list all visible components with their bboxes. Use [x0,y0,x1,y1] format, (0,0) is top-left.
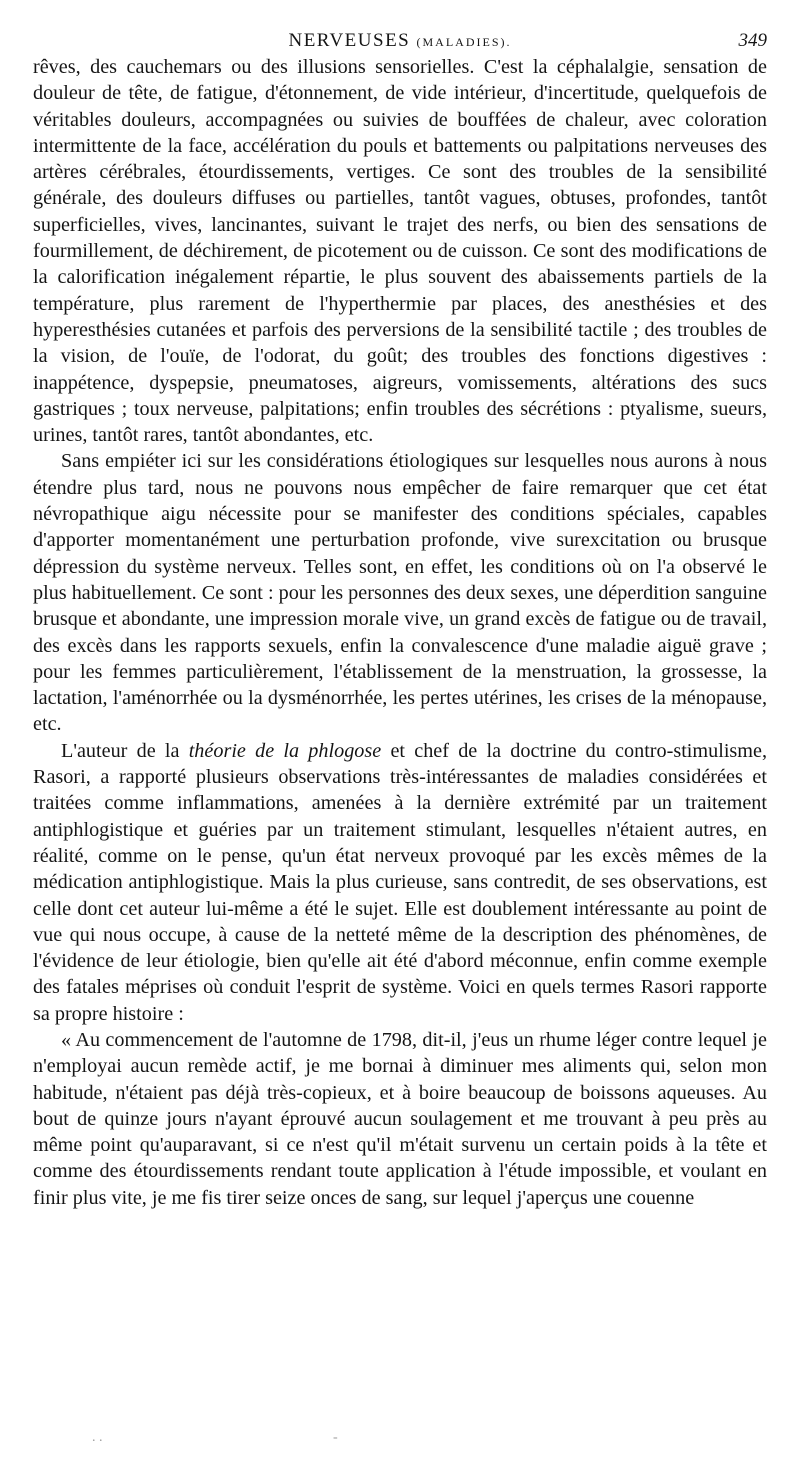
running-header [33,24,767,54]
running-title-main: NERVEUSES [288,30,411,51]
paragraph-etiology: Sans empiéter ici sur les considérations étiologiques sur lesquelles nous aurons à nous étendre plus tard, nous ne pouvons nous empêcher de faire remarquer que cet état névropathique aigu nécessite pour se manifester des conditions spéciales, capables d'apporter momentanément une perturbation profonde, vive surexcitation ou brusque dépression du système nerveux. Telles sont, en effet, les conditions où on l'a observé le plus habituellement. Ce sont : pour les personnes des deux sexes, une déperdition sanguine brusque et abondante, une impression morale vive, un grand excès de fatigue ou de travail, des excès dans les rapports sexuels, enfin la convalescence d'une maladie aiguë grave ; pour les femmes particulièrement, l'établissement de la menstruation, la grossesse, la lactation, l'aménorrhée ou la dysménorrhée, les pertes utérines, les crises de la ménopause, etc. [33,450,767,736]
body-text [33,54,767,1211]
paragraph-rasori-after: et chef de la doctrine du contro-stimulisme, Rasori, a rapporté plusieurs observations très-intéressantes de maladies considérées et traitées comme inflammations, amenées à la dernière extrémité par un traitement antiphlogistique et guéries par un traitement stimulant, lesquelles n'étaient autres, en réalité, comme on le pense, qu'un état nerveux provoqué par les excès mêmes de la médication antiphlogistique. Mais la plus curieuse, sans contredit, de ses observations, est celle dont cet auteur lui-même a été le sujet. Elle est doublement intéressante au point de vue qui nous occupe, à cause de la netteté même de la description des phénomènes, de l'évidence de leur étiologie, bien qu'elle ait été d'abord méconnue, enfin comme exemple des fatales méprises où conduit l'esprit de système. Voici en quels termes Rasori rapporte sa propre histoire : [33,739,767,1025]
footer-speck-center: - [333,1430,338,1445]
page-footer-specks [0,1430,800,1450]
paragraph-rasori [33,738,767,1027]
book-page [33,24,767,1211]
phlogose-theory-title: théorie de la phlogose [188,739,382,762]
paragraph-continuation: rêves, des cauchemars ou des illusions sensorielles. C'est la céphalalgie, sensation de douleur de tête, de fatigue, d'étonnement, de vide intérieur, d'incertitude, quelquefois de véritables douleurs, accompagnées ou suivies de bouffées de chaleur, avec coloration intermittente de la face, accélération du pouls et battements ou palpitations nerveuses des artères cérébrales, étourdissements, vertiges. Ce sont des troubles de la sensibilité générale, des douleurs diffuses ou partielles, tantôt vagues, obtuses, profondes, tantôt superficielles, vives, lancinantes, suivant le trajet des nerfs, ou bien des sensations de fourmillement, de déchirement, de picotement ou de cuisson. Ce sont des modifications de la calorification inégalement répartie, le plus souvent des abaissements partiels de la température, plus rarement de l'hyperthermie par places, des anesthésies et des hyperesthésies cutanées et parfois des perversions de la sensibilité tactile ; des troubles de la vision, de l'ouïe, de l'odorat, du goût; des troubles des fonctions digestives : inappétence, dyspepsie, pneumatoses, aigreurs, vomissements, altérations des sucs gastriques ; toux nerveuse, palpitations; enfin troubles des sécrétions : ptyalisme, sueurs, urines, tantôt rares, tantôt abondantes, etc. [33,56,767,447]
footer-speck-left: . . [92,1430,103,1445]
running-title [33,30,767,52]
paragraph-quotation: « Au commencement de l'automne de 1798, dit-il, j'eus un rhume léger contre lequel je n'employai aucun remède actif, je me bornai à diminuer mes aliments qui, selon mon habitude, n'étaient pas déjà très-copieux, et à boire beaucoup de boissons aqueuses. Au bout de quinze jours n'ayant éprouvé aucun soulagement et me trouvant à peu près au même point qu'auparavant, si ce n'est qu'il m'était survenu un certain poids à la tête et comme des étourdissements rendant toute application à l'étude impossible, et voulant en finir plus vite, je me fis tirer seize onces de sang, sur lequel j'aperçus une couenne [33,1028,767,1209]
running-title-sub: (MALADIES). [416,35,512,49]
paragraph-rasori-before: L'auteur de la [61,739,189,762]
page-number: 349 [738,30,767,51]
